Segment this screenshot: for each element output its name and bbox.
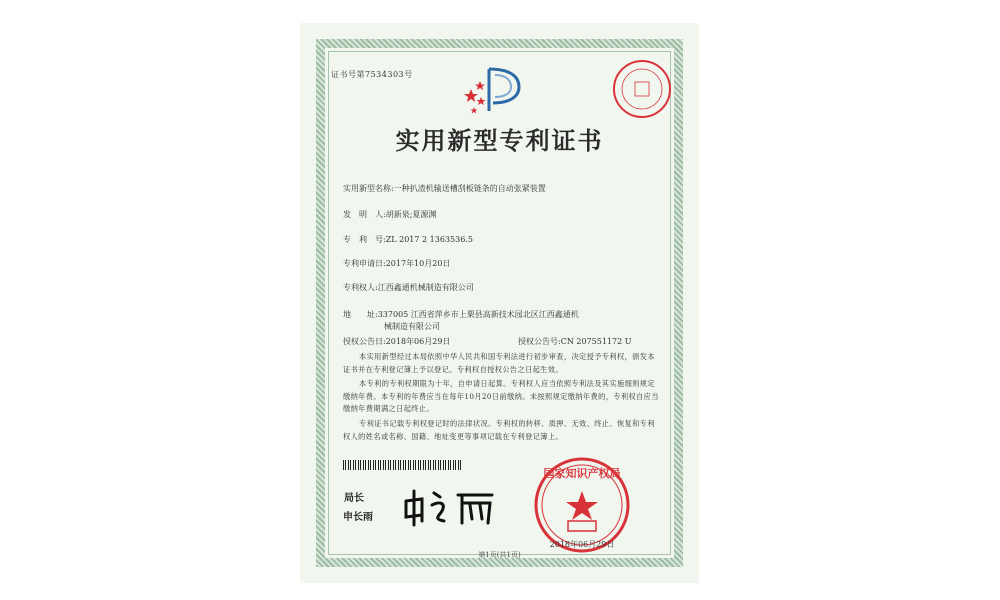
field-value: CN 207551172 U [560,337,632,346]
director-name: 申长雨 [343,512,373,523]
paragraph-status: 专利证书记载专利权登记时的法律状况。专利权的转移、质押、无效、终止、恢复和专利权人的姓名或名称、国籍、地址变更等事项记载在专利登记簿上。 [343,419,655,441]
field-value: ZL 2017 2 1363536.5 [385,235,473,244]
field-address-line2: 械制造有限公司 [384,322,440,331]
field-label: 实用新型名称: [343,184,394,193]
handwritten-signature [400,483,500,528]
field-value: 胡新泉;夏源渊 [385,210,437,219]
official-red-seal [532,455,632,555]
field-value: 江西鑫通机械制造有限公司 [377,283,474,292]
field-label: 专利申请日: [343,259,386,268]
paragraph-term: 本专利的专利权期限为十年，自申请日起算。专利权人应当依照专利法及其实施细则规定缴纳年费。本专利的年费应当在每年10月20日前缴纳。未按照规定缴纳年费的，专利权自应当缴纳年费期满之日起终止。 [343,379,659,413]
field-label: 地 址: [343,310,378,319]
field-label: 发 明 人: [343,210,386,219]
field-grant-date [343,336,450,347]
patent-certificate [300,23,699,583]
seal-text: 国家知识产权局 [543,467,621,480]
certificate-number: 证书号第7534303号 [331,70,413,79]
field-label: 专 利 号: [343,235,386,244]
field-value: 一种扒渣机输送槽刮板链条的自动张紧装置 [393,184,546,193]
patent-office-logo [463,63,525,119]
field-value: 337005 江西省萍乡市上栗县高新技术园北区江西鑫通机 [377,310,579,319]
field-grant-number [518,336,631,347]
field-label: 授权公告号: [518,337,561,346]
field-label: 授权公告日: [343,337,386,346]
seal-date: 2018年06月29日 [549,540,615,549]
director-title: 局长 [344,493,364,504]
field-patentee [343,282,474,293]
field-value: 2018年06月29日 [385,337,451,346]
certificate-title: 实用新型专利证书 [395,126,604,155]
field-address [343,309,579,320]
field-filing-date [343,258,450,269]
barcode [343,460,463,470]
field-value: 2017年10月20日 [385,259,451,268]
page-footer: 第1页(共1页) [478,551,521,559]
small-red-seal [611,58,673,120]
field-inventor [343,209,436,220]
field-label: 专利权人: [343,283,378,292]
field-utility-name [343,183,546,194]
paragraph-grant: 本实用新型经过本局依照中华人民共和国专利法进行初步审查，决定授予专利权，颁发本证书并在专利登记簿上予以登记。专利权自授权公告之日起生效。 [343,352,655,374]
field-patent-number [343,234,473,245]
